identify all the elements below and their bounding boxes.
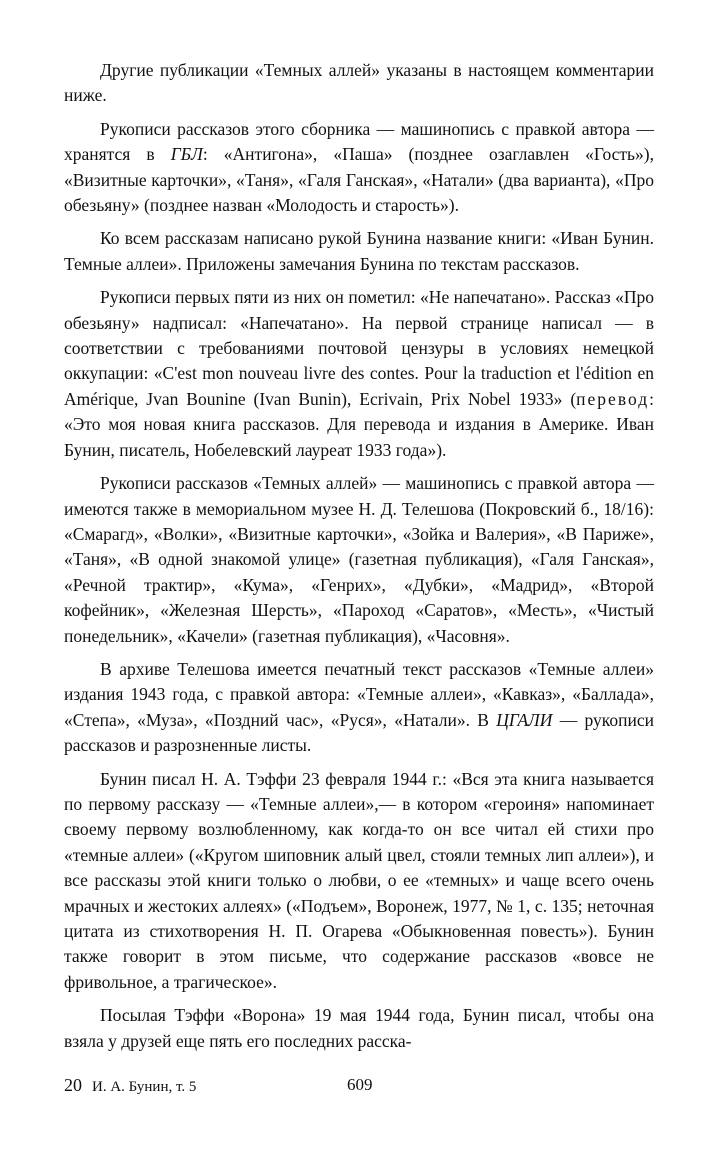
page-number: 609 <box>347 1075 373 1094</box>
paragraph-8 <box>64 1003 654 1054</box>
archive-abbr-gbl: ГБЛ <box>170 144 203 165</box>
paragraph-8-text: Посылая Тэффи «Ворона» 19 мая 1944 года, Бунин писал, чтобы она взяла у друзей еще пять его последних расска- <box>64 1005 654 1051</box>
paragraph-7 <box>64 767 654 996</box>
signature-text: И. А. Бунин, т. 5 <box>92 1079 197 1095</box>
paragraph-1 <box>64 58 654 109</box>
paragraph-5-text: Рукописи рассказов «Темных аллей» — машинопись с правкой автора — имеются также в мемориальном музее Н. Д. Телешова (Покровский б., 18/16): «Смарагд», «Волки», «Визитные карточки», «Зойка и Валерия», «В Париже», «Таня», «В одной знакомой улице» (газетная публикация), «Галя Ганская», «Речной трактир», «Кума», «Генрих», «Дубки», «Мадрид», «Второй кофейник», «Железная Шерсть», «Пароход «Саратов», «Месть», «Чистый понедельник», «Качели» (газетная публикация), «Часовня». <box>64 473 654 646</box>
paragraph-6-text-c: — рукописи рассказов и разрозненные листы. <box>64 709 655 756</box>
paragraph-4 <box>64 285 654 463</box>
paragraph-6-text-a: В архиве Телешова имеется печатный текст рассказов «Темные аллеи» издания 1943 года, с правкой автора: «Темные аллеи», «Кавказ», «Баллада», «Степа», «Муза», «Поздний час», «Руся», «Натали». В <box>64 658 654 730</box>
paragraph-4-text-a: Рукописи первых пяти из них он пометил: «Не напечатано». Рассказ «Про обезьяну» надписал: «Напечатано». На первой странице написал — в соответствии с требованиями почтовой цензуры в условиях немецкой оккупации: «C'est mon nouveau livre des contes. Pour la traduction et l'édition en Amérique, Jvan Bounine (Ivan Bunin), Ecrivain, Prix Nobel 1933» ( <box>64 287 654 409</box>
page <box>64 58 654 1098</box>
paragraph-7-text: Бунин писал Н. А. Тэффи 23 февраля 1944 г.: «Вся эта книга называется по первому рассказу — «Темные аллеи»,— в котором «героиня» напоминает своему первому возлюбленному, как когда-то он все читал ей стихи про «темные аллеи» («Кругом шиповник алый цвел, стояли темных лип аллеи»), и все рассказы этой книги только о любви, о ее «темных» и чаще всего очень мрачных и жестоких аллеях» («Подъем», Воронеж, 1977, № 1, с. 135; неточная цитата из стихотворения Н. П. Огарева «Обыкновенная повесть»). Бунин также говорит в этом письме, что содержание рассказов «вовсе не фривольное, а трагическое». <box>64 768 654 992</box>
paragraph-5 <box>64 471 654 649</box>
paragraph-2 <box>64 117 654 219</box>
signature-number: 20 <box>64 1075 82 1095</box>
paragraph-3-text: Ко всем рассказам написано рукой Бунина название книги: «Иван Бунин. Темные аллеи». Приложены замечания Бунина по текстам рассказов. <box>64 228 654 274</box>
paragraph-6 <box>64 657 654 759</box>
translation-label: перевод <box>576 388 650 409</box>
paragraph-1-text: Другие публикации «Темных аллей» указаны в настоящем комментарии ниже. <box>64 60 654 106</box>
paragraph-3 <box>64 226 654 277</box>
paragraph-4-text-c: : «Это моя новая книга рассказов. Для перевода и издания в Америке. Иван Бунин, писатель, Нобелевский лауреат 1933 года»). <box>64 388 654 460</box>
paragraph-2-text-c: : «Антигона», «Паша» (позднее озаглавлен «Гость»), «Визитные карточки», «Таня», «Галя Ганская», «Натали» (два варианта), «Про обезьяну» (позднее назван «Молодость и старость»). <box>64 144 654 216</box>
paragraph-2-text-a: Рукописи рассказов этого сборника — машинопись с правкой автора — хранятся в <box>64 118 654 165</box>
signature-mark <box>64 1074 196 1098</box>
archive-abbr-tsgali: ЦГАЛИ <box>496 709 553 730</box>
